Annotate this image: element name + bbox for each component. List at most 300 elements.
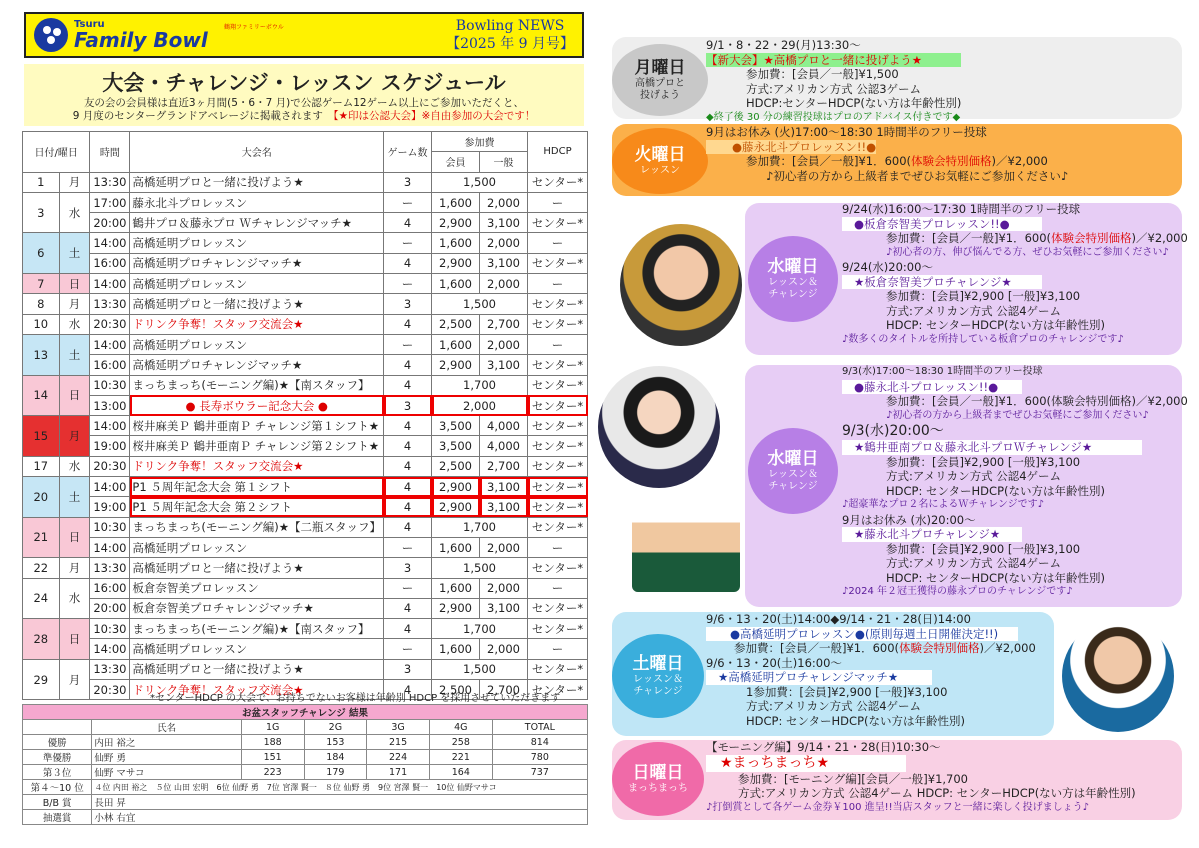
tue-l3c: )／¥2,000 bbox=[991, 154, 1048, 168]
tue-l3 bbox=[706, 154, 1068, 169]
cell-fee-member: 2,500 bbox=[432, 456, 480, 476]
wed2-l3: 参加費：[会員／一般]¥1．600(体験会特別価格)／¥2,000 bbox=[886, 394, 1188, 408]
wed1-l4: ♪初心者の方、伸び悩んでる方、ぜひお気軽にご参加ください♪ bbox=[886, 246, 1169, 258]
wed2-l13: 参加費：[会員]¥2,900 [一般]¥3,100 bbox=[886, 541, 1081, 556]
cell-event-name: まっちまっち(モーニング編)★【二瓶スタッフ】 bbox=[130, 517, 384, 537]
cell-fee-general: 2,700 bbox=[480, 680, 528, 700]
cell-time: 14:00 bbox=[90, 334, 130, 354]
mon-l4: 方式:アメリカン方式 公認3ゲーム bbox=[746, 81, 922, 96]
itakura-pro-photo bbox=[620, 224, 742, 346]
table-row bbox=[23, 456, 588, 476]
results-cell: 737 bbox=[492, 765, 587, 780]
cell-hdcp: センター* bbox=[528, 456, 588, 476]
results-row bbox=[23, 735, 588, 750]
results-lottery-row bbox=[23, 810, 588, 825]
news-title-block bbox=[446, 17, 574, 53]
results-cell: 184 bbox=[304, 750, 367, 765]
cell-fee-general: 4,000 bbox=[480, 416, 528, 436]
results-body bbox=[23, 735, 588, 780]
results-cell: 258 bbox=[429, 735, 492, 750]
cell-event-name: 高橋延明プロチャレンジマッチ★ bbox=[130, 355, 384, 375]
wed2-l12: ★藤永北斗プロチャレンジ★ bbox=[842, 527, 1022, 542]
wed2-l4: ♪初心者の方から上級者までぜひお気軽にご参加ください♪ bbox=[886, 409, 1149, 421]
results-cell: 151 bbox=[241, 750, 304, 765]
sunday-details bbox=[706, 740, 1136, 815]
cell-time: 19:00 bbox=[90, 436, 130, 456]
results-cell: 内田 裕之 bbox=[92, 735, 241, 750]
tue-l4: ♪初心者の方から上級者までぜひお気軽にご参加ください♪ bbox=[766, 168, 1069, 183]
wed1-l1: 9/24(水)16:00〜17:30 1時間半のフリー投球 bbox=[842, 202, 1081, 216]
cell-fee-member: 2,900 bbox=[432, 253, 480, 273]
cell-day: 8 bbox=[23, 294, 60, 314]
wednesday1-details bbox=[842, 202, 1188, 347]
table-row bbox=[23, 477, 588, 497]
cell-hdcp: センター* bbox=[528, 395, 588, 415]
sat-l3c: )／¥2,000 bbox=[979, 641, 1036, 655]
wed2-l7: 参加費：[会員]¥2,900 [一般]¥3,100 bbox=[886, 454, 1081, 469]
lottery-name: 小林 右宜 bbox=[92, 810, 588, 825]
wed2-l5: 9/3(水)20:00〜 bbox=[842, 423, 944, 439]
fujinaga-pro-photo bbox=[632, 492, 740, 592]
cell-time: 17:00 bbox=[90, 192, 130, 212]
cell-hdcp: センター* bbox=[528, 517, 588, 537]
cell-event-name: 高橋延明プロレッスン bbox=[130, 639, 384, 659]
wed1-l3a: 参加費：[会員／一般]¥1．600( bbox=[886, 231, 1052, 245]
hdcp-note: *センターHDCP の大会で、お持ちでないお客様は年齢別 HDCP を採用させていただきます bbox=[150, 693, 561, 704]
cell-time: 16:00 bbox=[90, 253, 130, 273]
schedule-body bbox=[23, 172, 588, 700]
sunday-day: 日曜日 bbox=[632, 763, 684, 783]
cell-dow: 水 bbox=[59, 314, 90, 334]
mon-l6: ◆終了後 30 分の練習投球はプロのアドバイス付きです◆ bbox=[706, 111, 961, 123]
cell-day: 28 bbox=[23, 619, 60, 660]
table-row bbox=[23, 294, 588, 314]
cell-games: 4 bbox=[384, 436, 432, 456]
mon-l3: 参加費：[会員／一般]¥1,500 bbox=[746, 67, 899, 81]
cell-games: 4 bbox=[384, 416, 432, 436]
sun-l1: 【モーニング編】9/14・21・28(日)10:30〜 bbox=[706, 740, 941, 754]
wed1-l3c: )／¥2,000 bbox=[1131, 231, 1188, 245]
cell-dow: 日 bbox=[59, 375, 90, 416]
cell-fee-general: 2,000 bbox=[480, 233, 528, 253]
cell-fee-general: 2,000 bbox=[480, 334, 528, 354]
sat-l1: 9/6・13・20(土)14:00◆9/14・21・28(日)14:00 bbox=[706, 612, 971, 626]
cell-games: 3 bbox=[384, 659, 432, 679]
wed1-l5: 9/24(水)20:00〜 bbox=[842, 260, 933, 274]
wed1-l10: ♪数多くのタイトルを所持している板倉プロのチャレンジです♪ bbox=[842, 333, 1124, 345]
issue-label: 【2025 年 9 月号】 bbox=[446, 36, 574, 52]
cell-fee-general: 3,100 bbox=[480, 497, 528, 517]
bowling-ball-icon bbox=[34, 18, 68, 52]
col-games: ゲーム数 bbox=[384, 132, 432, 173]
cell-games: 4 bbox=[384, 355, 432, 375]
wed1-l7: 参加費：[会員]¥2,900 [一般]¥3,100 bbox=[886, 289, 1081, 303]
rank-entry: ５位 山田 宏明 bbox=[155, 782, 209, 792]
col-member: 会員 bbox=[432, 152, 480, 172]
cell-event-name: 板倉奈智美プロレッスン bbox=[130, 578, 384, 598]
cell-fee-member: 1,600 bbox=[432, 639, 480, 659]
cell-dow: 月 bbox=[59, 659, 90, 700]
monday-sub: 高橋プロと 投げよう bbox=[635, 78, 685, 101]
sun-l4: 方式:アメリカン方式 公認4ゲーム HDCP: センターHDCP(ない方は年齢性別) bbox=[738, 786, 1136, 800]
cell-day: 20 bbox=[23, 477, 60, 518]
cell-fee: 2,000 bbox=[432, 395, 528, 415]
cell-time: 13:30 bbox=[90, 172, 130, 192]
cell-hdcp: ー bbox=[528, 334, 588, 354]
cell-event-name: ● 長寿ボウラー記念大会 ● bbox=[130, 395, 384, 415]
cell-time: 19:00 bbox=[90, 497, 130, 517]
saturday-day: 土曜日 bbox=[632, 654, 684, 674]
results-cell: 準優勝 bbox=[23, 750, 92, 765]
col-name: 大会名 bbox=[130, 132, 384, 173]
cell-games: ー bbox=[384, 274, 432, 294]
cell-time: 20:00 bbox=[90, 213, 130, 233]
table-row bbox=[23, 436, 588, 456]
results-cell: 215 bbox=[367, 735, 430, 750]
sat-l3b: 体験会特別価格 bbox=[899, 641, 980, 655]
col-fee: 参加費 bbox=[432, 132, 528, 152]
cell-fee-member: 1,600 bbox=[432, 274, 480, 294]
cell-fee-member: 1,600 bbox=[432, 334, 480, 354]
tuesday-badge bbox=[612, 128, 708, 194]
cell-hdcp: センター* bbox=[528, 619, 588, 639]
wed2-l16: ♪2024 年２冠王獲得の藤永プロのチャレンジです♪ bbox=[842, 586, 1073, 597]
cell-dow: 日 bbox=[59, 274, 90, 294]
saturday-details bbox=[706, 612, 1036, 728]
cell-time: 14:00 bbox=[90, 537, 130, 557]
cell-event-name: 桜井麻美Ｐ 鶴井亜南Ｐ チャレンジ第１シフト★ bbox=[130, 416, 384, 436]
cell-fee-general: 4,000 bbox=[480, 436, 528, 456]
cell-fee-general: 3,100 bbox=[480, 598, 528, 618]
cell-time: 10:30 bbox=[90, 619, 130, 639]
logo-jp-text: 鶴翔ファミリーボウル bbox=[224, 24, 284, 31]
results-col-header: 1G bbox=[241, 720, 304, 735]
cell-hdcp: センター* bbox=[528, 355, 588, 375]
table-row bbox=[23, 334, 588, 354]
ranks-list bbox=[92, 780, 588, 795]
saturday-badge bbox=[612, 634, 704, 718]
cell-dow: 水 bbox=[59, 578, 90, 619]
sat-l8: HDCP: センターHDCP(ない方は年齢性別) bbox=[746, 713, 965, 728]
cell-hdcp: センター* bbox=[528, 172, 588, 192]
cell-dow: 日 bbox=[59, 619, 90, 660]
cell-fee-general: 2,700 bbox=[480, 314, 528, 334]
cell-event-name: 高橋延明プロレッスン bbox=[130, 274, 384, 294]
cell-dow: 日 bbox=[59, 517, 90, 558]
results-cell: 814 bbox=[492, 735, 587, 750]
results-cell: 224 bbox=[367, 750, 430, 765]
table-row bbox=[23, 619, 588, 639]
takahashi-pro-photo bbox=[1062, 620, 1174, 732]
wednesday2-sub: レッスン＆ チャレンジ bbox=[768, 469, 818, 492]
wed2-l10: ♪超豪華なプロ２名によるＷチャレンジです♪ bbox=[842, 499, 1044, 510]
rank-entry: 9位 宮澤 賢一 bbox=[378, 782, 429, 792]
tsurui-pro-photo bbox=[598, 366, 720, 488]
cell-time: 20:30 bbox=[90, 314, 130, 334]
cell-event-name: 藤永北斗プロレッスン bbox=[130, 192, 384, 212]
cell-games: 4 bbox=[384, 517, 432, 537]
results-cell: 仙野 勇 bbox=[92, 750, 241, 765]
sat-l7: 方式:アメリカン方式 公認4ゲーム bbox=[746, 699, 922, 713]
cell-fee: 1,700 bbox=[432, 619, 528, 639]
cell-hdcp: ー bbox=[528, 192, 588, 212]
cell-fee-member: 2,900 bbox=[432, 497, 480, 517]
wed1-l3 bbox=[842, 231, 1188, 246]
cell-day: 17 bbox=[23, 456, 60, 476]
cell-games: ー bbox=[384, 192, 432, 212]
cell-event-name: まっちまっち(モーニング編)★【南スタッフ】 bbox=[130, 619, 384, 639]
table-row bbox=[23, 314, 588, 334]
schedule-subtext-2a: 9 月度のセンターグランドアベレージに掲載されます bbox=[72, 110, 323, 122]
news-title: Bowling NEWS bbox=[455, 18, 565, 34]
cell-fee-general: 2,000 bbox=[480, 578, 528, 598]
cell-fee-member: 3,500 bbox=[432, 416, 480, 436]
results-header-row bbox=[23, 720, 588, 735]
results-cell: 171 bbox=[367, 765, 430, 780]
cell-event-name: 高橋延明プロレッスン bbox=[130, 537, 384, 557]
cell-day: 29 bbox=[23, 659, 60, 700]
cell-event-name: 高橋延明プロと一緒に投げよう★ bbox=[130, 294, 384, 314]
cell-games: ー bbox=[384, 537, 432, 557]
wed2-l15: HDCP: センターHDCP(ない方は年齢性別) bbox=[886, 570, 1105, 585]
cell-day: 6 bbox=[23, 233, 60, 274]
cell-time: 16:00 bbox=[90, 578, 130, 598]
table-row bbox=[23, 355, 588, 375]
results-cell: 188 bbox=[241, 735, 304, 750]
cell-hdcp: ー bbox=[528, 578, 588, 598]
cell-fee-member: 1,600 bbox=[432, 233, 480, 253]
col-general: 一般 bbox=[480, 152, 528, 172]
cell-games: 4 bbox=[384, 477, 432, 497]
schedule-heading: 大会・チャレンジ・レッスン スケジュール bbox=[102, 71, 506, 95]
cell-dow: 土 bbox=[59, 477, 90, 518]
results-col-header: 3G bbox=[367, 720, 430, 735]
cell-dow: 土 bbox=[59, 334, 90, 375]
cell-fee-general: 3,100 bbox=[480, 477, 528, 497]
wed1-l8: 方式:アメリカン方式 公認4ゲーム bbox=[886, 303, 1062, 318]
mon-l5: HDCP:センターHDCP(ない方は年齢性別) bbox=[746, 96, 962, 110]
cell-hdcp: センター* bbox=[528, 294, 588, 314]
results-col-header bbox=[23, 720, 92, 735]
cell-games: 4 bbox=[384, 680, 432, 700]
cell-event-name: 高橋延明プロレッスン bbox=[130, 233, 384, 253]
cell-event-name: ドリンク争奪！スタッフ交流会★ bbox=[130, 314, 384, 334]
cell-event-name: 高橋延明プロレッスン bbox=[130, 334, 384, 354]
cell-hdcp: ー bbox=[528, 537, 588, 557]
cell-event-name: P1 ５周年記念大会 第２シフト bbox=[130, 497, 384, 517]
cell-hdcp: センター* bbox=[528, 416, 588, 436]
wednesday1-badge bbox=[748, 236, 838, 322]
monday-badge bbox=[612, 44, 708, 116]
cell-games: 3 bbox=[384, 558, 432, 578]
tuesday-sub: レッスン bbox=[640, 165, 680, 176]
wed2-l6: ★鶴井亜南プロ＆藤永北斗プロＷチャレンジ★ bbox=[842, 440, 1142, 455]
table-row bbox=[23, 172, 588, 192]
table-row bbox=[23, 416, 588, 436]
cell-dow: 水 bbox=[59, 456, 90, 476]
results-cell: 153 bbox=[304, 735, 367, 750]
cell-fee-member: 2,900 bbox=[432, 355, 480, 375]
cell-games: ー bbox=[384, 233, 432, 253]
cell-fee: 1,700 bbox=[432, 517, 528, 537]
cell-hdcp: ー bbox=[528, 639, 588, 659]
cell-event-name: 高橋延明プロと一緒に投げよう★ bbox=[130, 172, 384, 192]
wednesday1-day: 水曜日 bbox=[767, 257, 819, 277]
results-cell: 223 bbox=[241, 765, 304, 780]
logo-small-text: Tsuru bbox=[74, 19, 105, 30]
schedule-subtext-1: 友の会の会員様は直近3ヶ月間(5・6・7 月)で公認ゲーム12ゲーム以上にご参加いただくと、 bbox=[83, 97, 525, 109]
mon-l1: 9/1・8・22・29(月)13:30〜 bbox=[706, 38, 861, 52]
cell-fee: 1,700 bbox=[432, 375, 528, 395]
results-cell: 221 bbox=[429, 750, 492, 765]
table-row bbox=[23, 537, 588, 557]
tuesday-details bbox=[706, 125, 1068, 183]
table-row bbox=[23, 375, 588, 395]
bb-label: B/B 賞 bbox=[23, 795, 92, 810]
cell-hdcp: センター* bbox=[528, 213, 588, 233]
wed2-l8: 方式:アメリカン方式 公認4ゲーム bbox=[886, 469, 1062, 483]
results-col-header: TOTAL bbox=[492, 720, 587, 735]
cell-fee-general: 2,000 bbox=[480, 192, 528, 212]
wed2-l1: 9/3(水)17:00〜18:30 1時間半のフリー投球 bbox=[842, 366, 1043, 377]
cell-event-name: P1 ５周年記念大会 第１シフト bbox=[130, 477, 384, 497]
cell-fee-general: 2,000 bbox=[480, 537, 528, 557]
cell-event-name: ドリンク争奪！スタッフ交流会★ bbox=[130, 680, 384, 700]
cell-time: 10:30 bbox=[90, 517, 130, 537]
cell-games: 3 bbox=[384, 172, 432, 192]
table-row bbox=[23, 192, 588, 212]
cell-hdcp: センター* bbox=[528, 680, 588, 700]
cell-hdcp: センター* bbox=[528, 598, 588, 618]
logo-main-text: Family Bowl bbox=[74, 28, 208, 52]
tue-l1: 9月はお休み (火)17:00〜18:30 1時間半のフリー投球 bbox=[706, 125, 987, 139]
results-cell: 164 bbox=[429, 765, 492, 780]
results-col-header: 4G bbox=[429, 720, 492, 735]
cell-event-name: 板倉奈智美プロチャレンジマッチ★ bbox=[130, 598, 384, 618]
cell-fee: 1,500 bbox=[432, 558, 528, 578]
rank-entry: 6位 仙野 勇 bbox=[216, 782, 259, 792]
cell-event-name: 高橋延明プロチャレンジマッチ★ bbox=[130, 253, 384, 273]
cell-event-name: 高橋延明プロと一緒に投げよう★ bbox=[130, 558, 384, 578]
cell-dow: 土 bbox=[59, 233, 90, 274]
sat-l5: ★高橋延明プロチャレンジマッチ★ bbox=[706, 670, 932, 685]
schedule-title-block bbox=[24, 64, 584, 126]
rank-entry: 10位 仙野マサコ bbox=[436, 782, 497, 792]
cell-fee-member: 2,500 bbox=[432, 314, 480, 334]
cell-fee-member: 2,900 bbox=[432, 477, 480, 497]
cell-fee: 1,500 bbox=[432, 659, 528, 679]
cell-fee-member: 2,900 bbox=[432, 213, 480, 233]
ranks-label: 第４〜10 位 bbox=[23, 780, 92, 795]
results-row bbox=[23, 765, 588, 780]
cell-time: 13:30 bbox=[90, 659, 130, 679]
bb-name: 長田 昇 bbox=[92, 795, 588, 810]
table-row bbox=[23, 274, 588, 294]
cell-hdcp: センター* bbox=[528, 558, 588, 578]
cell-day: 10 bbox=[23, 314, 60, 334]
results-cell: 179 bbox=[304, 765, 367, 780]
col-date: 日付/曜日 bbox=[23, 132, 90, 173]
cell-fee-general: 2,000 bbox=[480, 274, 528, 294]
rank-entry: ８位 仙野 勇 bbox=[324, 782, 370, 792]
col-hdcp: HDCP bbox=[528, 132, 588, 173]
cell-time: 14:00 bbox=[90, 233, 130, 253]
monday-day: 月曜日 bbox=[634, 58, 686, 78]
cell-fee-member: 1,600 bbox=[432, 192, 480, 212]
sun-l2: ★まっちまっち★ bbox=[706, 755, 906, 772]
cell-time: 14:00 bbox=[90, 274, 130, 294]
saturday-sub: レッスン＆ チャレンジ bbox=[633, 674, 683, 697]
cell-games: ー bbox=[384, 578, 432, 598]
sat-l2: ●高橋延明プロレッスン●(原則毎週土日開催決定!!) bbox=[706, 627, 1018, 642]
cell-games: 4 bbox=[384, 619, 432, 639]
cell-fee-member: 3,500 bbox=[432, 436, 480, 456]
results-col-header: 2G bbox=[304, 720, 367, 735]
wednesday2-details bbox=[842, 365, 1188, 600]
table-row bbox=[23, 233, 588, 253]
tue-l3b: 体験会特別価格 bbox=[911, 154, 992, 168]
cell-day: 21 bbox=[23, 517, 60, 558]
lottery-label: 抽選賞 bbox=[23, 810, 92, 825]
cell-event-name: 桜井麻美Ｐ 鶴井亜南Ｐ チャレンジ第２シフト★ bbox=[130, 436, 384, 456]
wed2-l9: HDCP: センターHDCP(ない方は年齢性別) bbox=[886, 483, 1105, 498]
sat-l4: 9/6・13・20(土)16:00〜 bbox=[706, 655, 842, 670]
cell-games: 4 bbox=[384, 497, 432, 517]
rank-entry: ４位 内田 裕之 bbox=[94, 782, 148, 792]
cell-time: 20:30 bbox=[90, 680, 130, 700]
sunday-sub: まっちまっち bbox=[628, 783, 688, 794]
results-cell: 仙野 マサコ bbox=[92, 765, 241, 780]
table-row bbox=[23, 497, 588, 517]
cell-fee-member: 2,900 bbox=[432, 598, 480, 618]
rank-entry: 7位 宮澤 賢一 bbox=[266, 782, 317, 792]
cell-fee-general: 3,100 bbox=[480, 355, 528, 375]
table-row bbox=[23, 517, 588, 537]
wed2-l11: 9月はお休み (水)20:00〜 bbox=[842, 512, 976, 527]
tuesday-day: 火曜日 bbox=[634, 145, 686, 165]
table-row bbox=[23, 558, 588, 578]
cell-day: 7 bbox=[23, 274, 60, 294]
sat-l3a: 参加費：[会員／一般]¥1．600( bbox=[734, 641, 900, 655]
cell-hdcp: センター* bbox=[528, 477, 588, 497]
cell-event-name: 高橋延明プロと一緒に投げよう★ bbox=[130, 659, 384, 679]
cell-fee-member: 1,600 bbox=[432, 578, 480, 598]
monday-details bbox=[706, 38, 961, 125]
cell-event-name: 鶴井プロ＆藤永プロ Ｗチャレンジマッチ★ bbox=[130, 213, 384, 233]
sun-l3: 参加費：[モーニング編][会員／一般]¥1,700 bbox=[738, 771, 968, 786]
cell-day: 13 bbox=[23, 334, 60, 375]
cell-time: 16:00 bbox=[90, 355, 130, 375]
sat-l3 bbox=[706, 641, 1036, 656]
wed1-l3b: 体験会特別価格 bbox=[1051, 231, 1132, 245]
cell-games: 4 bbox=[384, 213, 432, 233]
results-ranks-row bbox=[23, 780, 588, 795]
cell-time: 14:00 bbox=[90, 477, 130, 497]
cell-games: 4 bbox=[384, 598, 432, 618]
cell-fee-member: 1,600 bbox=[432, 537, 480, 557]
cell-games: 4 bbox=[384, 375, 432, 395]
cell-time: 14:00 bbox=[90, 416, 130, 436]
table-row bbox=[23, 598, 588, 618]
tue-l2: ●藤永北斗プロレッスン!!● bbox=[706, 140, 876, 155]
cell-dow: 水 bbox=[59, 192, 90, 233]
cell-fee-general: 3,100 bbox=[480, 253, 528, 273]
cell-hdcp: ー bbox=[528, 233, 588, 253]
results-cell: 第３位 bbox=[23, 765, 92, 780]
cell-day: 3 bbox=[23, 192, 60, 233]
cell-hdcp: センター* bbox=[528, 436, 588, 456]
cell-time: 20:00 bbox=[90, 598, 130, 618]
